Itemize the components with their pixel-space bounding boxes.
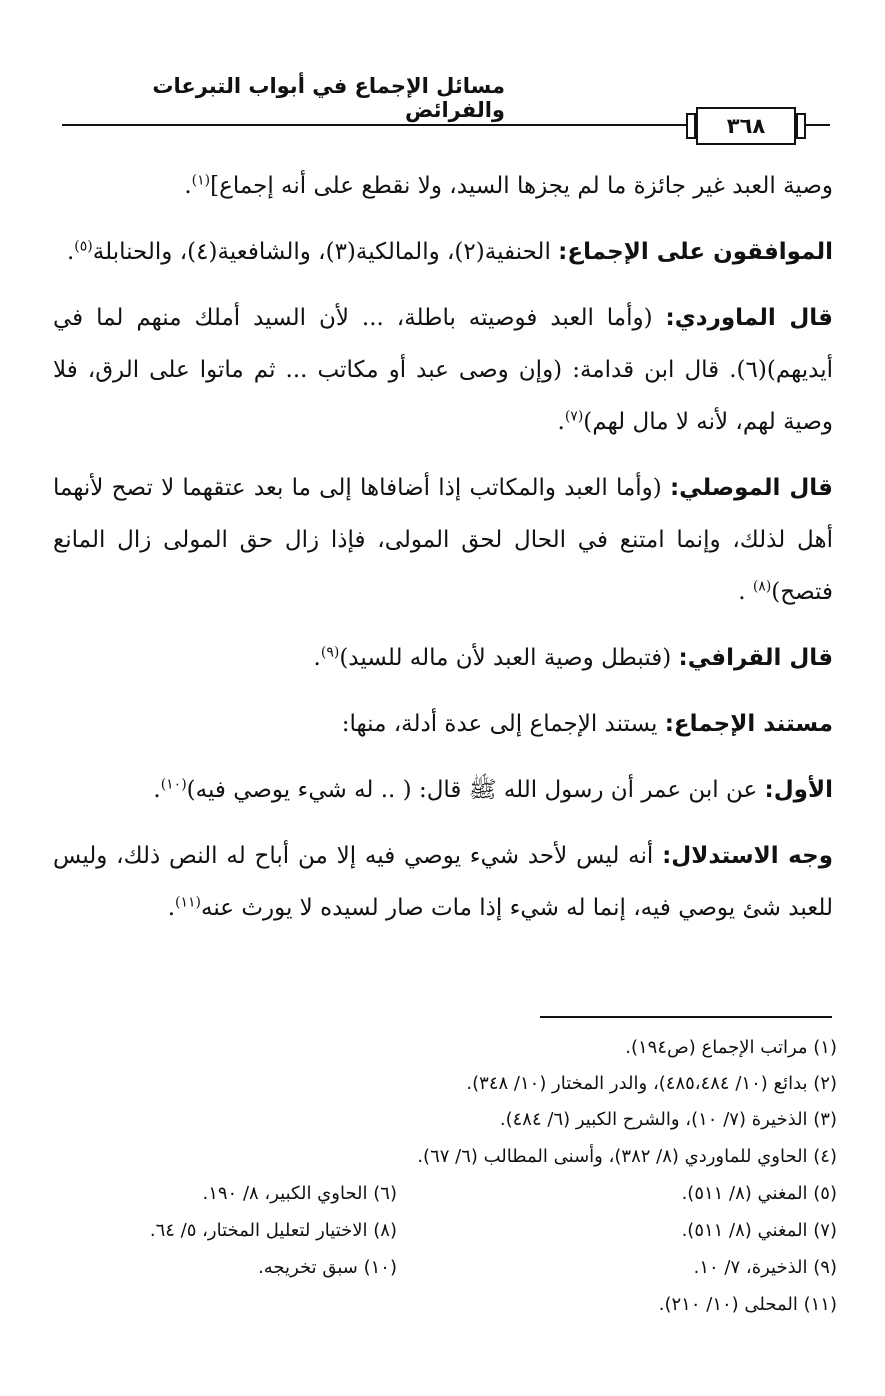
footnote: (١) مراتب الإجماع (ص١٩٤). [625, 1037, 837, 1058]
paragraph-end: . [167, 895, 176, 921]
footnote: (٨) الاختيار لتعليل المختار، ٥/ ٦٤. [149, 1220, 397, 1241]
footnote-ref[interactable]: (١٠) [160, 776, 187, 793]
paragraph-lead: مستند الإجماع: [664, 711, 833, 737]
footnote: (٢) بدائع (١٠/ ٤٨٥،٤٨٤)، والدر المختار (١٠/ ٣٤٨). [466, 1073, 837, 1094]
paragraph-text: (وأما العبد والمكاتب إذا أضافاها إلى ما بعد عتقهما لا تصح لأنهما أهل لذلك، وإنما امتنع في الحال لحق المولى، فإذا زال حق المولى زال المانع فتصح) [53, 475, 833, 605]
paragraph-text: وصية العبد غير جائزة ما لم يجزها السيد، ولا نقطع على أنه إجماع] [210, 173, 833, 199]
main-text [53, 160, 833, 948]
paragraph [53, 226, 833, 278]
footnote-separator [540, 1016, 832, 1018]
footnote-ref[interactable]: (١١) [175, 894, 202, 911]
running-header-title: مسائل الإجماع في أبواب التبرعات والفرائض [152, 74, 505, 122]
paragraph-end: . [557, 409, 565, 435]
paragraph-lead: وجه الاستدلال: [662, 843, 834, 869]
paragraph-lead: الأول: [764, 777, 833, 803]
paragraph [53, 160, 833, 212]
paragraph-lead: قال الماوردي: [665, 305, 833, 331]
footnote-ref[interactable]: (١) [191, 172, 211, 189]
footnote-ref[interactable]: (٧) [564, 408, 584, 425]
paragraph-end: . [313, 645, 321, 671]
paragraph-text: أنه ليس لأحد شيء يوصي فيه إلا من أباح له النص ذلك، وليس للعبد شئ يوصي فيه، إنما له شيء إذا مات صار لسيده لا يورث عنه [53, 843, 833, 921]
page-number-frame [696, 107, 796, 145]
paragraph [53, 292, 833, 448]
footnote: (٣) الذخيرة (٧/ ١٠)، والشرح الكبير (٦/ ٤٨٤). [499, 1109, 837, 1130]
paragraph-text: عن ابن عمر أن رسول الله ﷺ قال: ( .. له شيء يوصي فيه) [186, 777, 765, 803]
footnote: (١٠) سبق تخريجه. [258, 1257, 397, 1278]
paragraph-text: (وأما العبد فوصيته باطلة، ... لأن السيد أملك منهم لما في أيديهم)(٦). قال ابن قدامة: (وإن وصى عبد أو مكاتب ... ثم ماتوا على الرق، فلا وصية لهم، لأنه لا مال لهم) [53, 305, 833, 435]
paragraph [53, 698, 833, 750]
paragraph-end: . [738, 579, 753, 605]
paragraph-text: الحنفية(٢)، والمالكية(٣)، والشافعية(٤)، والحنابلة [92, 239, 559, 265]
paragraph-lead: الموافقون على الإجماع: [558, 239, 833, 265]
paragraph [53, 764, 833, 816]
paragraph-end: . [66, 239, 75, 265]
footnote: (١١) المحلى (١٠/ ٢١٠). [658, 1294, 837, 1315]
paragraph-end: . [184, 173, 192, 199]
footnote: (٦) الحاوي الكبير، ٨/ ١٩٠. [202, 1183, 397, 1204]
paragraph-text: (فتبطل وصية العبد لأن ماله للسيد) [339, 645, 679, 671]
paragraph-end: . [153, 777, 161, 803]
paragraph-lead: قال الموصلي: [669, 475, 833, 501]
page-number: ٣٦٨ [726, 114, 766, 138]
paragraph [53, 830, 833, 934]
paragraph-lead: قال القرافي: [678, 645, 833, 671]
paragraph [53, 632, 833, 684]
paragraph [53, 462, 833, 618]
footnote-ref[interactable]: (٩) [320, 644, 340, 661]
footnote: (٩) الذخيرة، ٧/ ١٠. [693, 1257, 837, 1278]
footnote: (٥) المغني (٨/ ٥١١). [681, 1183, 837, 1204]
footnote-ref[interactable]: (٥) [74, 238, 93, 255]
footnote: (٧) المغني (٨/ ٥١١). [681, 1220, 837, 1241]
paragraph-text: يستند الإجماع إلى عدة أدلة، منها: [341, 711, 665, 737]
footnote-ref[interactable]: (٨) [752, 578, 772, 595]
footnote: (٤) الحاوي للماوردي (٨/ ٣٨٢)، وأسنى المطالب (٦/ ٦٧). [417, 1146, 837, 1167]
